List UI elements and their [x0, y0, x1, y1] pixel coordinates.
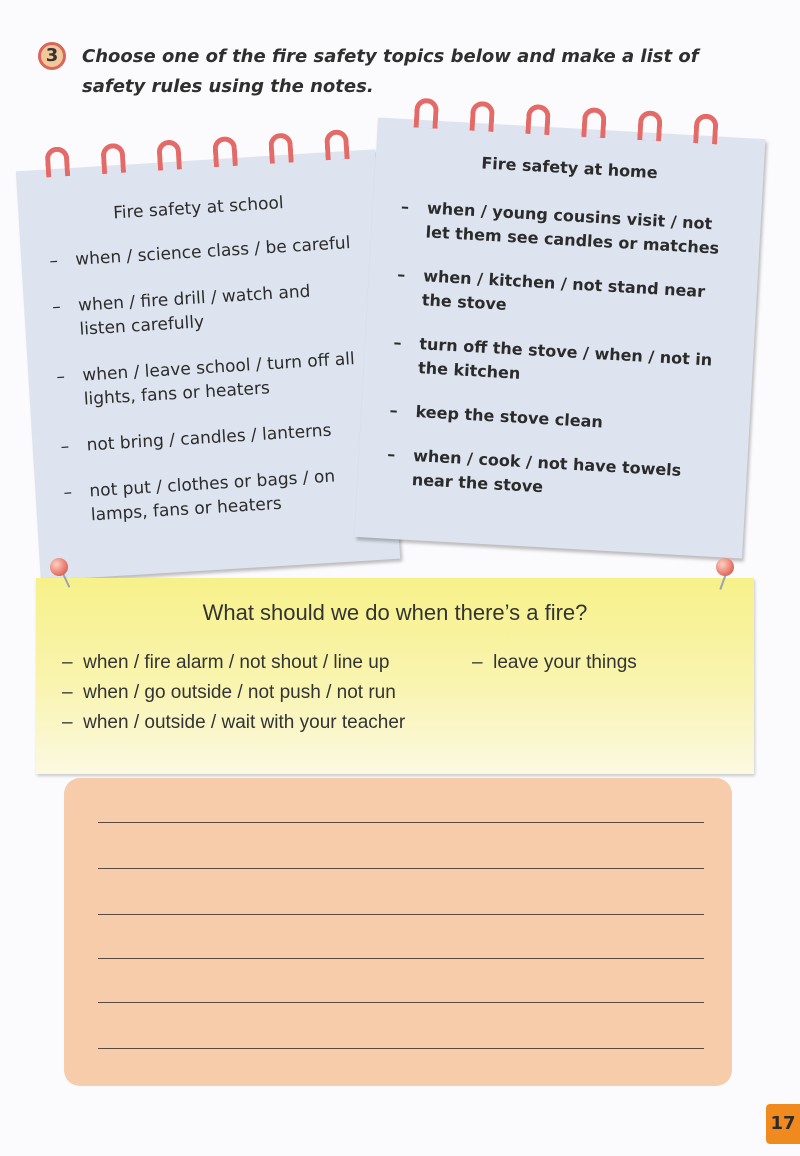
school-note-title: Fire safety at school: [112, 193, 285, 224]
task-instruction: Choose one of the fire safety topics below and make a list of safety rules using the notes.: [82, 46, 699, 97]
spiral-ring-icon: [693, 113, 719, 144]
task-number-badge: 3: [38, 42, 66, 70]
fire-panel-title: What should we do when there’s a fire?: [202, 600, 588, 625]
list-item: – leave your things: [472, 652, 637, 673]
writing-line[interactable]: [98, 868, 704, 869]
list-item: – when / cook / not have towels near the stove: [386, 444, 682, 497]
list-item: – when / leave school / turn off all lights, fans or heaters: [55, 349, 356, 410]
school-note-list: [49, 231, 375, 551]
spiral-ring-icon: [212, 136, 238, 167]
list-item: – when / science class / be careful: [48, 233, 351, 272]
list-item: – when / fire alarm / not shout / line up: [62, 652, 390, 673]
spiral-ring-icon: [44, 146, 70, 177]
page-number: 17: [766, 1104, 800, 1144]
spiral-ring-icon: [100, 143, 126, 174]
writing-line[interactable]: [98, 1048, 704, 1049]
spiral-ring-icon: [324, 129, 350, 160]
spiral-ring-icon: [414, 98, 440, 129]
home-safety-note: [355, 117, 766, 558]
school-safety-note: [16, 149, 400, 580]
spiral-ring-icon: [156, 139, 182, 170]
answer-writing-area[interactable]: [64, 778, 732, 1086]
writing-line[interactable]: [98, 822, 704, 823]
pushpin-icon: [50, 558, 68, 576]
list-item: – when / young cousins visit / not let them see candles or matches: [400, 196, 720, 258]
list-item: – when / fire drill / watch and listen carefully: [51, 281, 311, 340]
list-item: – turn off the stove / when / not in the kitchen: [392, 332, 713, 383]
spiral-rings: [377, 96, 767, 158]
spiral-ring-icon: [581, 107, 607, 138]
spiral-ring-icon: [637, 110, 663, 141]
list-item: – when / go outside / not push / not run: [62, 682, 396, 703]
writing-line[interactable]: [98, 1002, 704, 1003]
writing-line[interactable]: [98, 914, 704, 915]
list-item: – not bring / candles / lanterns: [60, 420, 332, 458]
home-note-title: Fire safety at home: [480, 153, 659, 183]
home-note-list: [384, 195, 741, 529]
list-item: – when / outside / wait with your teacher: [62, 712, 406, 733]
writing-line[interactable]: [98, 958, 704, 959]
spiral-rings: [14, 127, 376, 189]
spiral-ring-icon: [525, 104, 551, 135]
fire-procedure-panel: [36, 578, 754, 774]
list-item: – when / kitchen / not stand near the stove: [396, 264, 706, 314]
spiral-ring-icon: [268, 132, 294, 163]
list-item: – keep the stove clean: [389, 400, 604, 432]
pushpin-icon: [716, 558, 734, 576]
spiral-ring-icon: [469, 101, 495, 132]
list-item: – not put / clothes or bags / on lamps, fans or heaters: [62, 466, 336, 526]
